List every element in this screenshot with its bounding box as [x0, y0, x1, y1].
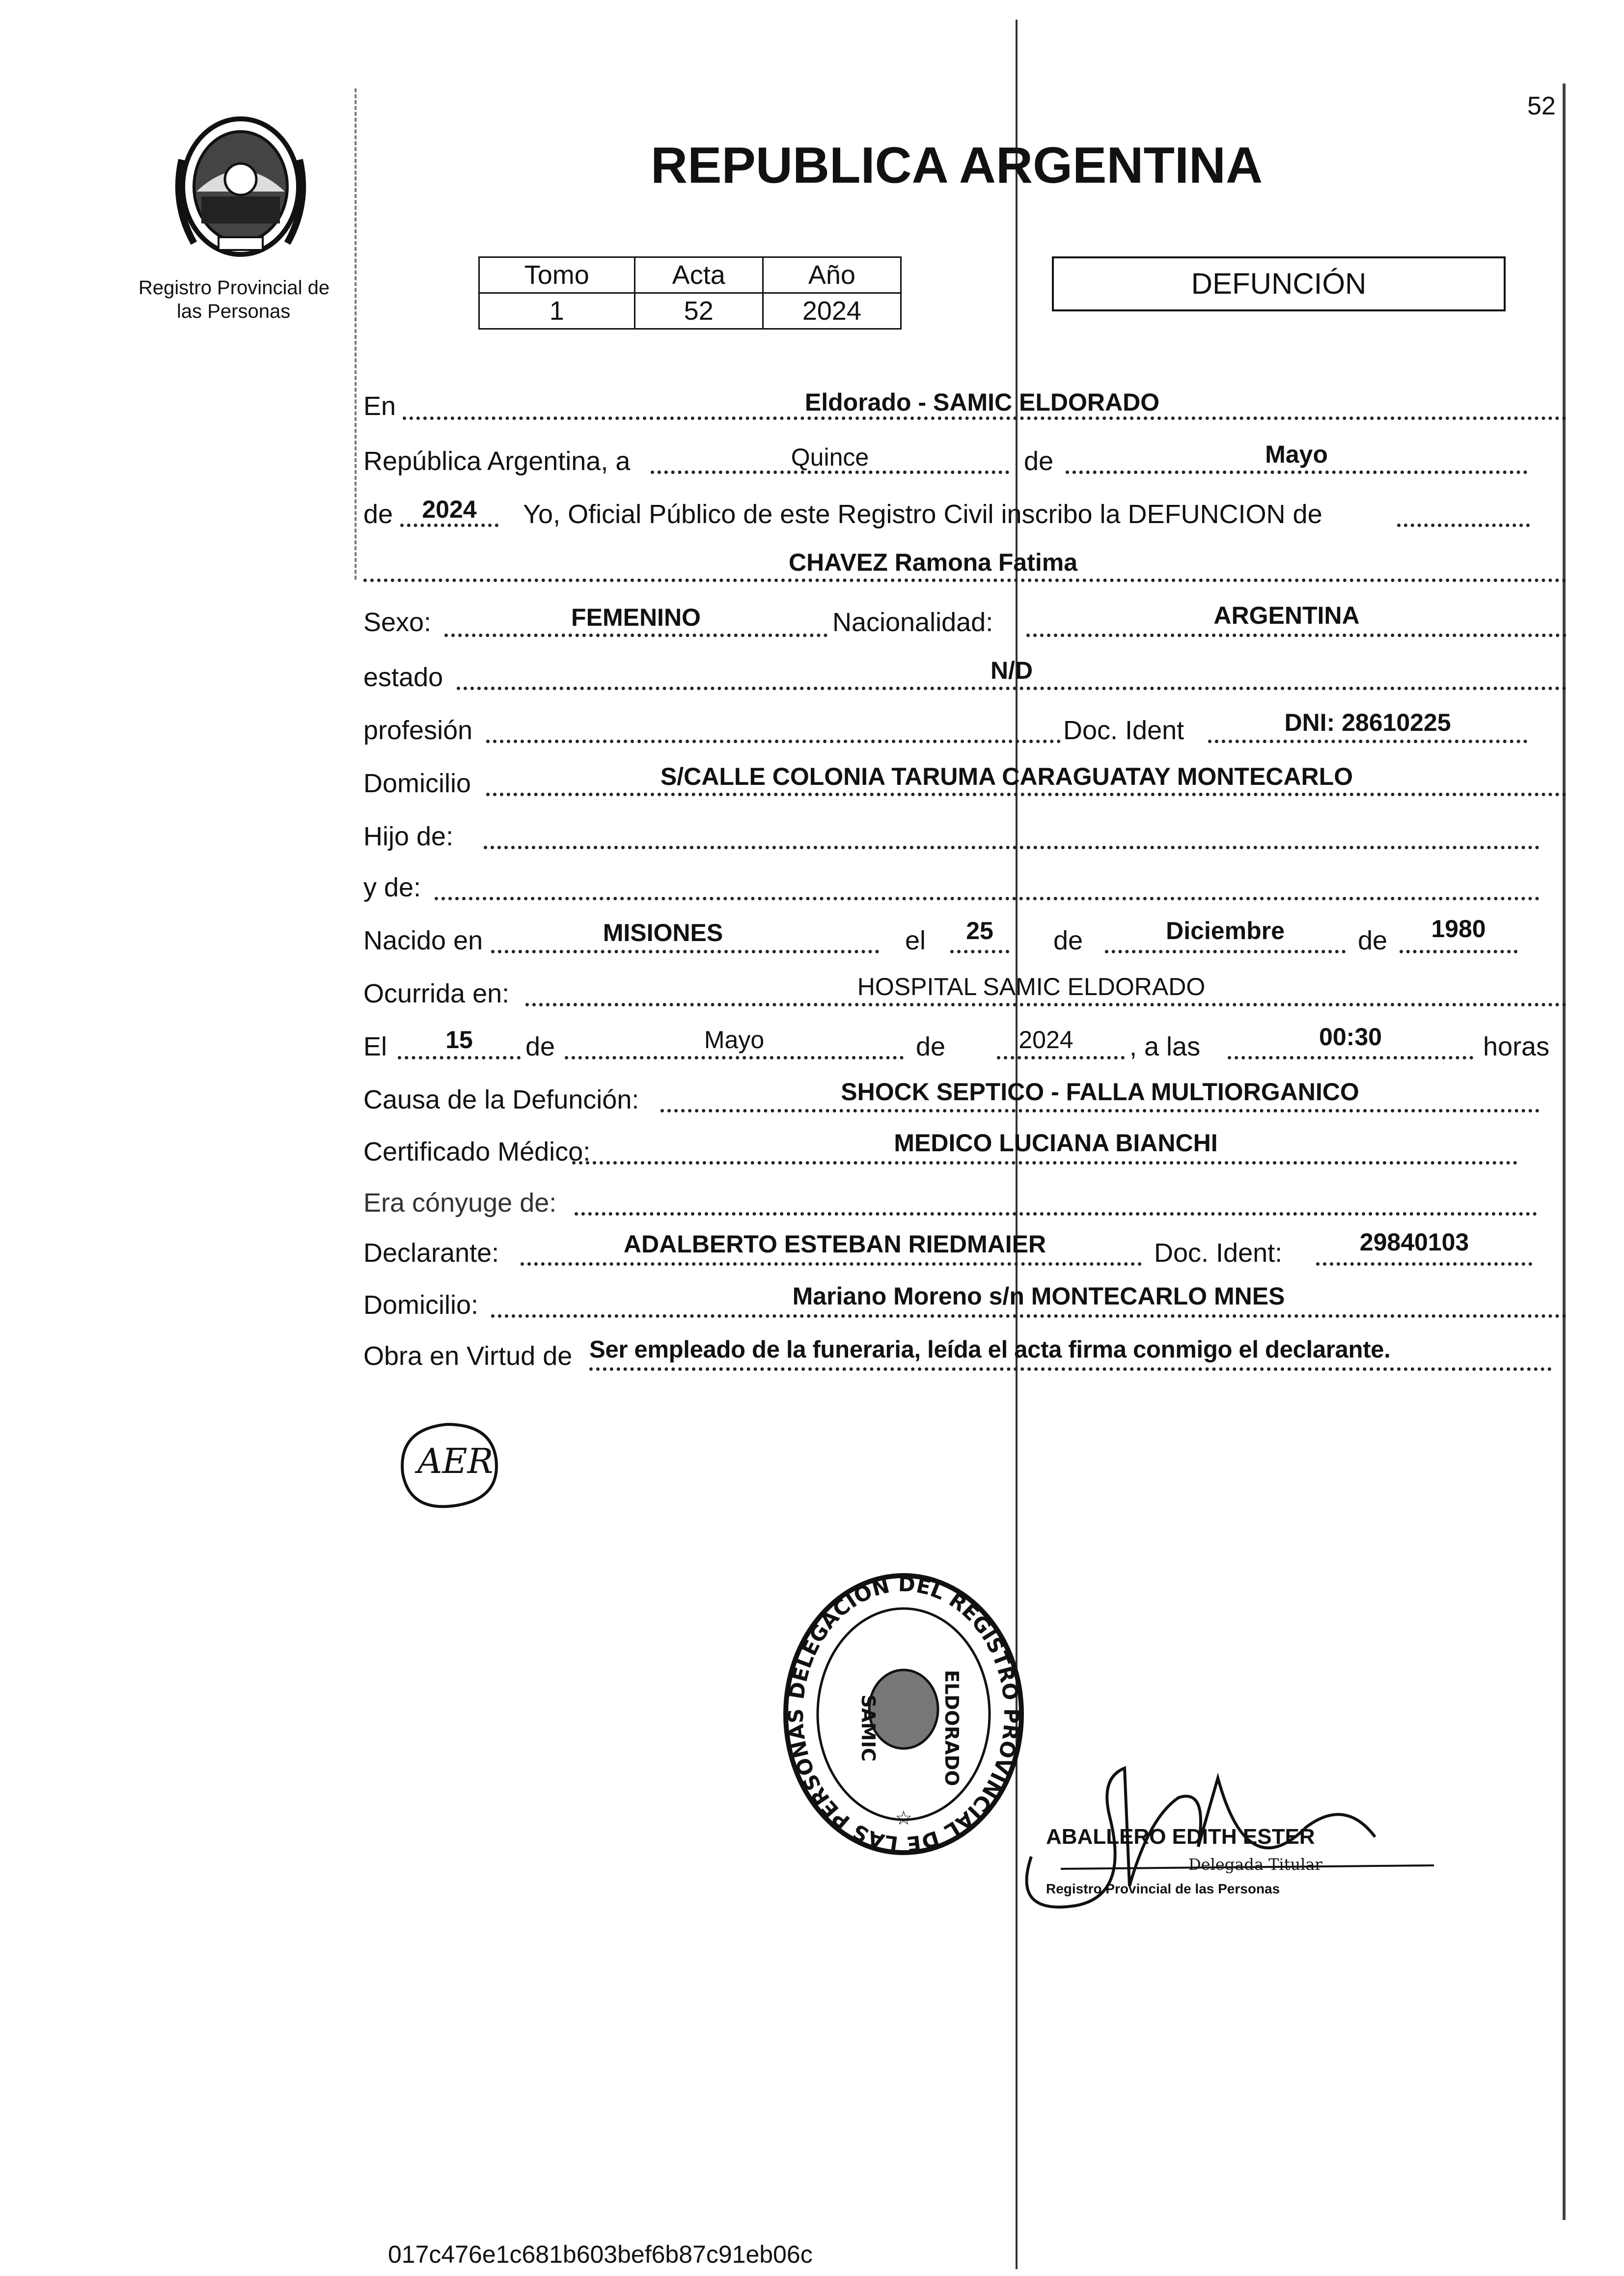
estado-value: N/D	[990, 657, 1033, 684]
svg-text:☆: ☆	[895, 1807, 912, 1829]
table-value-acta: 52	[634, 293, 763, 329]
certificado-value: MEDICO LUCIANA BIANCHI	[894, 1129, 1218, 1157]
doc-ident-value: DNI: 28610225	[1284, 709, 1451, 736]
el-label: el	[905, 926, 926, 955]
doc-ident-dots	[1208, 740, 1527, 743]
sexo-value: FEMENINO	[571, 604, 701, 631]
table-header-tomo: Tomo	[479, 257, 635, 293]
declarante-label: Declarante:	[363, 1238, 499, 1268]
registry-line1: Registro Provincial de	[138, 277, 330, 299]
left-margin-dash	[355, 88, 357, 580]
registry-line2: las Personas	[177, 301, 291, 322]
declarante-value: ADALBERTO ESTEBAN RIEDMAIER	[623, 1230, 1046, 1258]
death-time: 00:30	[1319, 1023, 1382, 1051]
death-day-dots	[398, 1056, 521, 1059]
year-value: 2024	[422, 496, 477, 523]
record-table	[478, 256, 902, 330]
inscribo-dots	[1397, 524, 1530, 527]
de3-label: de	[1358, 926, 1388, 955]
inscribo-text: Yo, Oficial Público de este Registro Civil inscribo la DEFUNCION de	[523, 500, 1322, 529]
death-month: Mayo	[704, 1026, 765, 1054]
footer-hash: 017c476e1c681b603bef6b87c91eb06c	[388, 2241, 813, 2268]
horas-label: horas	[1483, 1032, 1550, 1061]
birth-month-dots	[1105, 950, 1346, 953]
doc-type-label: DEFUNCIÓN	[1191, 267, 1367, 300]
right-border-line	[1563, 83, 1566, 2220]
death-day: 15	[445, 1026, 473, 1054]
page-number: 52	[1527, 92, 1556, 120]
certificado-label: Certificado Médico:	[363, 1137, 591, 1166]
table-value-tomo: 1	[479, 293, 635, 329]
declarante-dots	[521, 1262, 1142, 1266]
ocurrida-value: HOSPITAL SAMIC ELDORADO	[857, 973, 1206, 1000]
sexo-label: Sexo:	[363, 608, 432, 637]
birth-year-dots	[1400, 950, 1517, 953]
table-row	[479, 293, 901, 329]
de4-label: de	[525, 1032, 555, 1061]
en-dots	[403, 416, 1567, 420]
doc-type-box	[1052, 256, 1506, 311]
en-label: En	[363, 391, 396, 421]
table-row	[479, 257, 901, 293]
year-dots	[400, 524, 498, 527]
ocurrida-dots	[525, 1003, 1567, 1006]
stamp-line1: ABALLERO EDITH ESTER	[1046, 1825, 1315, 1849]
nacido-dots	[491, 950, 879, 953]
nacido-label: Nacido en	[363, 926, 483, 955]
death-year-dots	[997, 1056, 1125, 1059]
doc-ident2-dots	[1316, 1262, 1532, 1266]
yde-dots	[435, 897, 1540, 900]
year-prefix-label: de	[363, 500, 393, 529]
stamp-line3: Registro Provincial de las Personas	[1046, 1881, 1280, 1896]
de5-label: de	[916, 1032, 946, 1061]
obra-label: Obra en Virtud de	[363, 1341, 573, 1371]
nacido-value: MISIONES	[603, 919, 723, 946]
doc-ident2-label: Doc. Ident:	[1154, 1238, 1283, 1268]
deceased-name: CHAVEZ Ramona Fatima	[788, 549, 1078, 576]
obra-dots	[589, 1367, 1552, 1371]
certificado-dots	[572, 1161, 1517, 1165]
profesion-label: profesión	[363, 716, 473, 745]
profesion-dots	[486, 740, 1061, 743]
causa-dots	[661, 1109, 1540, 1112]
domicilio-dots	[486, 793, 1567, 796]
country-title: REPUBLICA ARGENTINA	[651, 137, 1263, 194]
doc-ident2-value: 29840103	[1359, 1228, 1469, 1256]
birth-day: 25	[966, 917, 993, 944]
causa-label: Causa de la Defunción:	[363, 1085, 639, 1114]
death-time-dots	[1228, 1056, 1473, 1059]
table-header-acta: Acta	[634, 257, 763, 293]
nacionalidad-value: ARGENTINA	[1213, 602, 1360, 629]
table-value-ano: 2024	[763, 293, 901, 329]
hijo-label: Hijo de:	[363, 822, 454, 851]
de2-label: de	[1053, 926, 1083, 955]
domicilio2-value: Mariano Moreno s/n MONTECARLO MNES	[792, 1282, 1285, 1310]
doc-ident-label: Doc. Ident	[1063, 716, 1184, 745]
republica-label: República Argentina, a	[363, 446, 631, 476]
sexo-dots	[444, 634, 827, 637]
day-dots	[651, 471, 1009, 474]
seal-center-top: SAMIC	[857, 1694, 879, 1762]
estado-label: estado	[363, 663, 443, 692]
seal-center-bottom: ELDORADO	[941, 1670, 963, 1786]
official-seal-icon	[781, 1572, 1026, 1857]
de-label: de	[1024, 446, 1054, 476]
table-header-ano: Año	[763, 257, 901, 293]
conyuge-dots	[575, 1212, 1537, 1216]
domicilio2-label: Domicilio:	[363, 1290, 479, 1320]
domicilio-label: Domicilio	[363, 769, 471, 798]
death-year: 2024	[1018, 1026, 1073, 1054]
province-emblem-icon	[167, 106, 314, 263]
domicilio-value: S/CALLE COLONIA TARUMA CARAGUATAY MONTECARLO	[660, 763, 1353, 790]
birth-year: 1980	[1431, 915, 1486, 943]
day-words: Quince	[791, 444, 869, 471]
nacionalidad-dots	[1026, 634, 1567, 637]
domicilio2-dots	[491, 1314, 1567, 1318]
month-value: Mayo	[1265, 441, 1328, 468]
stamp-line2: Delegada Titular	[1188, 1855, 1322, 1874]
hijo-dots	[484, 846, 1540, 849]
birth-day-dots	[950, 950, 1009, 953]
nacionalidad-label: Nacionalidad:	[832, 608, 993, 637]
yde-label: y de:	[363, 873, 421, 902]
estado-dots	[457, 687, 1567, 690]
obra-value: Ser empleado de la funeraria, leída el acta firma conmigo el declarante.	[589, 1336, 1391, 1363]
en-value: Eldorado - SAMIC ELDORADO	[804, 389, 1160, 416]
initials-text: AER	[417, 1441, 494, 1481]
el2-label: El	[363, 1032, 387, 1061]
birth-month: Diciembre	[1166, 917, 1285, 944]
causa-value: SHOCK SEPTICO - FALLA MULTIORGANICO	[841, 1078, 1359, 1106]
death-month-dots	[565, 1056, 904, 1059]
month-dots	[1066, 471, 1527, 474]
name-dots	[363, 579, 1567, 582]
ocurrida-label: Ocurrida en:	[363, 979, 510, 1008]
alas-label: , a las	[1129, 1032, 1201, 1061]
conyuge-label: Era cónyuge de:	[363, 1188, 557, 1218]
seal-text: DELEGACION DEL REGISTRO PROVINCIAL DE LAS PERSONAS	[783, 1572, 1024, 1857]
